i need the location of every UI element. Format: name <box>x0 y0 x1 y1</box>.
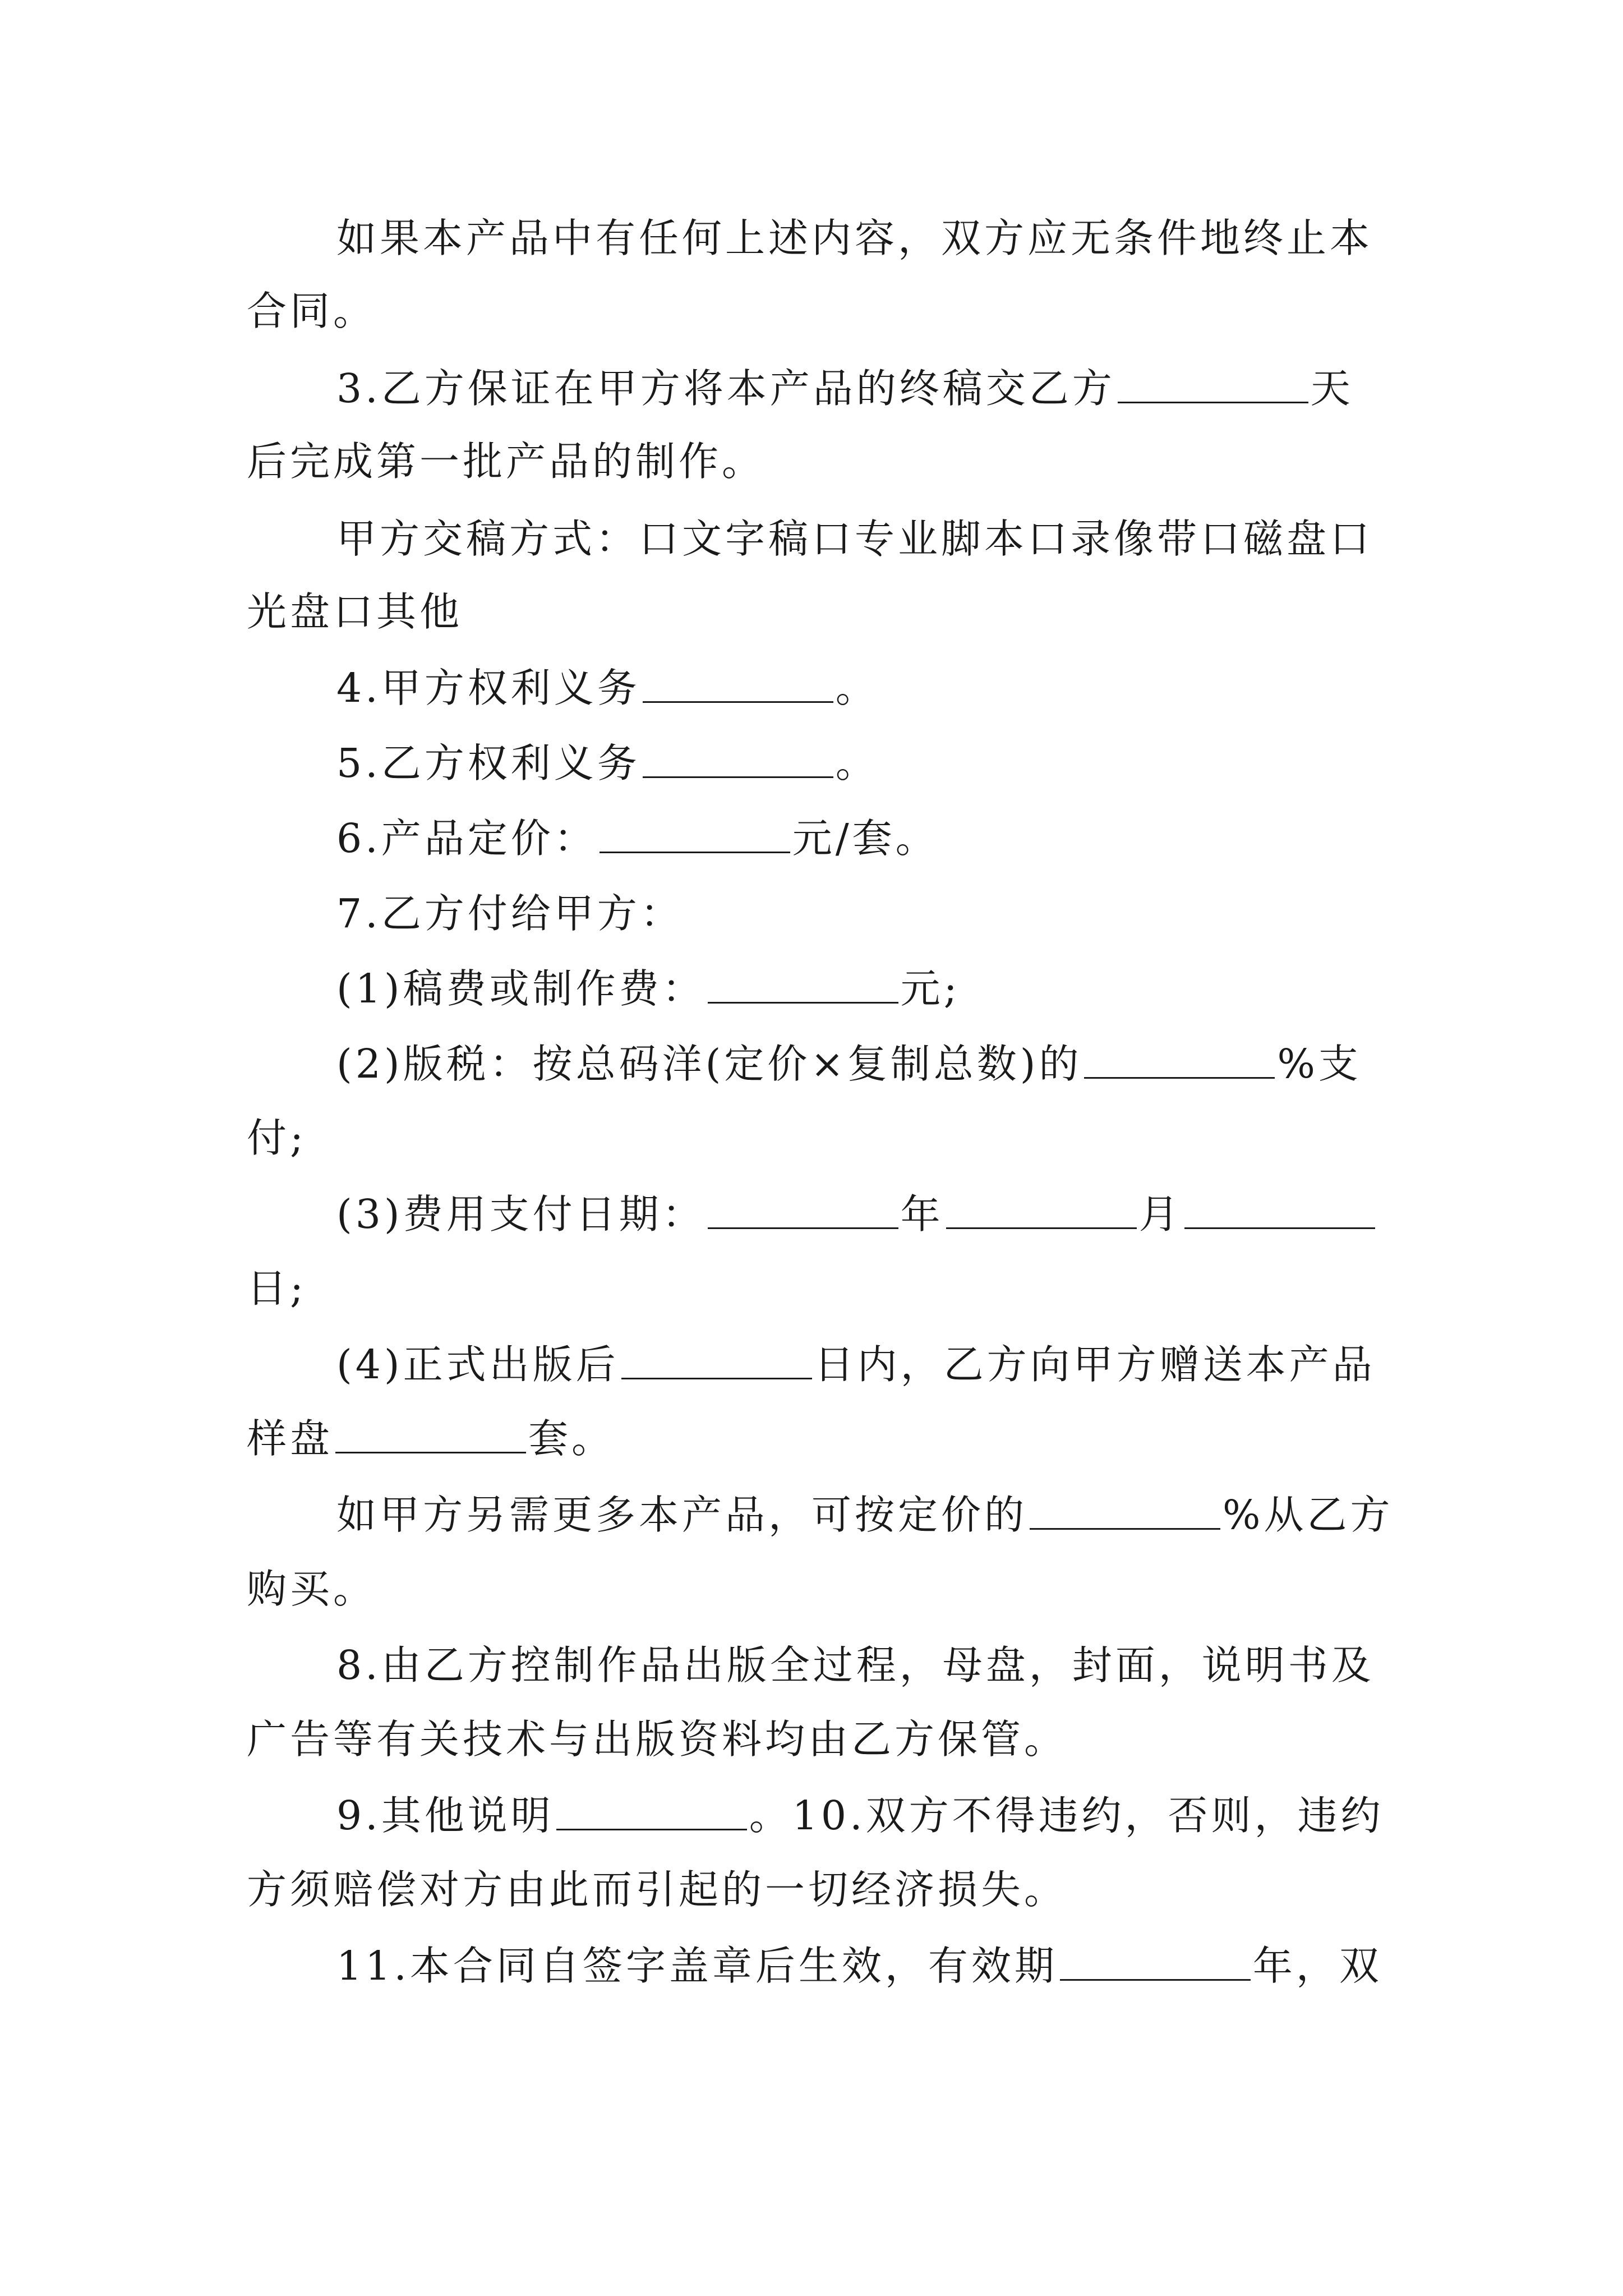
text: (1)稿费或制作费： <box>336 965 706 1012</box>
text: 4.甲方权利义务 <box>336 665 640 711</box>
text: 6.产品定价： <box>336 815 597 862</box>
text: 方须赔偿对方由此而引起的一切经济损失。 <box>247 1866 1068 1913</box>
clause-3-line-2 <box>0 431 765 493</box>
fill-in-blank[interactable] <box>556 1825 747 1830</box>
text: 11.本合同自签字盖章后生效，有效期 <box>336 1943 1058 1989</box>
text: 样盘 <box>247 1415 334 1462</box>
clause-9-10-line-1 <box>0 1785 1384 1847</box>
text: 年 <box>900 1191 944 1237</box>
text: %支 <box>1277 1041 1362 1087</box>
fill-in-blank[interactable] <box>643 698 833 703</box>
fill-in-blank[interactable] <box>643 773 833 778</box>
submission-method-line-1 <box>0 508 1373 570</box>
clause-4 <box>0 657 879 719</box>
fill-in-blank[interactable] <box>1030 1525 1220 1530</box>
text: 如甲方另需更多本产品，可按定价的 <box>336 1492 1028 1538</box>
text: 后完成第一批产品的制作。 <box>247 438 766 485</box>
text: 元/套。 <box>792 815 939 862</box>
fill-in-blank[interactable] <box>335 1448 526 1453</box>
extra-purchase-line-2 <box>0 1558 376 1620</box>
text: (2)版税：按总码洋(定价×复制总数)的 <box>336 1041 1082 1087</box>
paragraph-line-2 <box>0 280 376 342</box>
submission-method-line-2 <box>0 581 463 643</box>
clause-7-2-line-1 <box>0 1033 1362 1095</box>
text: 8.由乙方控制作品出版全过程，母盘，封面，说明书及 <box>336 1642 1375 1688</box>
text: 广告等有关技术与出版资料均由乙方保管。 <box>247 1716 1068 1763</box>
text: 9.其他说明 <box>336 1792 554 1839</box>
clause-7-2-line-2 <box>0 1107 307 1169</box>
text: 。 <box>835 665 879 711</box>
text: 3.乙方保证在甲方将本产品的终稿交乙方 <box>336 365 1115 412</box>
text: 。10.双方不得违约，否则，违约 <box>749 1792 1384 1839</box>
clause-10-line-2 <box>0 1859 1067 1921</box>
text: (4)正式出版后 <box>336 1341 619 1388</box>
text: %从乙方 <box>1223 1492 1394 1538</box>
clause-8-line-2 <box>0 1709 1067 1770</box>
paragraph-line-1 <box>0 208 1373 269</box>
text: 光盘口其他 <box>247 588 463 635</box>
text: 合同。 <box>247 288 377 334</box>
text: 日内，乙方向甲方赠送本产品 <box>814 1341 1376 1388</box>
text: 日; <box>247 1265 307 1312</box>
fill-in-blank-year[interactable] <box>708 1224 898 1229</box>
clause-6 <box>0 808 939 869</box>
text: (3)费用支付日期： <box>336 1191 706 1237</box>
fill-in-blank[interactable] <box>1060 1976 1251 1981</box>
clause-7-4-line-2 <box>0 1408 615 1470</box>
text: 甲方交稿方式：口文字稿口专业脚本口录像带口磁盘口 <box>336 516 1373 562</box>
text: 7.乙方付给甲方： <box>336 890 684 937</box>
fill-in-blank-day[interactable] <box>1184 1224 1375 1229</box>
clause-8-line-1 <box>0 1635 1375 1696</box>
clause-7-3-line-1 <box>0 1184 1377 1245</box>
text: 。 <box>835 740 879 786</box>
fill-in-blank[interactable] <box>708 999 898 1004</box>
text: 天 <box>1310 365 1354 412</box>
clause-7-1 <box>0 958 961 1020</box>
clause-7-3-line-2 <box>0 1258 307 1319</box>
text: 如果本产品中有任何上述内容，双方应无条件地终止本 <box>336 215 1373 261</box>
text: 套。 <box>528 1415 615 1462</box>
fill-in-blank[interactable] <box>621 1374 812 1379</box>
clause-5 <box>0 733 879 794</box>
text: 月 <box>1138 1191 1182 1237</box>
text: 购买。 <box>247 1566 377 1612</box>
fill-in-blank[interactable] <box>1084 1074 1275 1079</box>
extra-purchase-line-1 <box>0 1484 1393 1546</box>
clause-7-4-line-1 <box>0 1334 1376 1396</box>
clause-11 <box>0 1935 1382 1997</box>
fill-in-blank[interactable] <box>600 848 790 853</box>
text: 付; <box>247 1115 307 1161</box>
fill-in-blank[interactable] <box>1118 398 1308 403</box>
text: 5.乙方权利义务 <box>336 740 640 786</box>
fill-in-blank-month[interactable] <box>946 1224 1137 1229</box>
text: 年，双 <box>1252 1943 1382 1989</box>
clause-7 <box>0 883 684 945</box>
text: 元; <box>900 965 961 1012</box>
clause-3-line-1 <box>0 358 1354 420</box>
